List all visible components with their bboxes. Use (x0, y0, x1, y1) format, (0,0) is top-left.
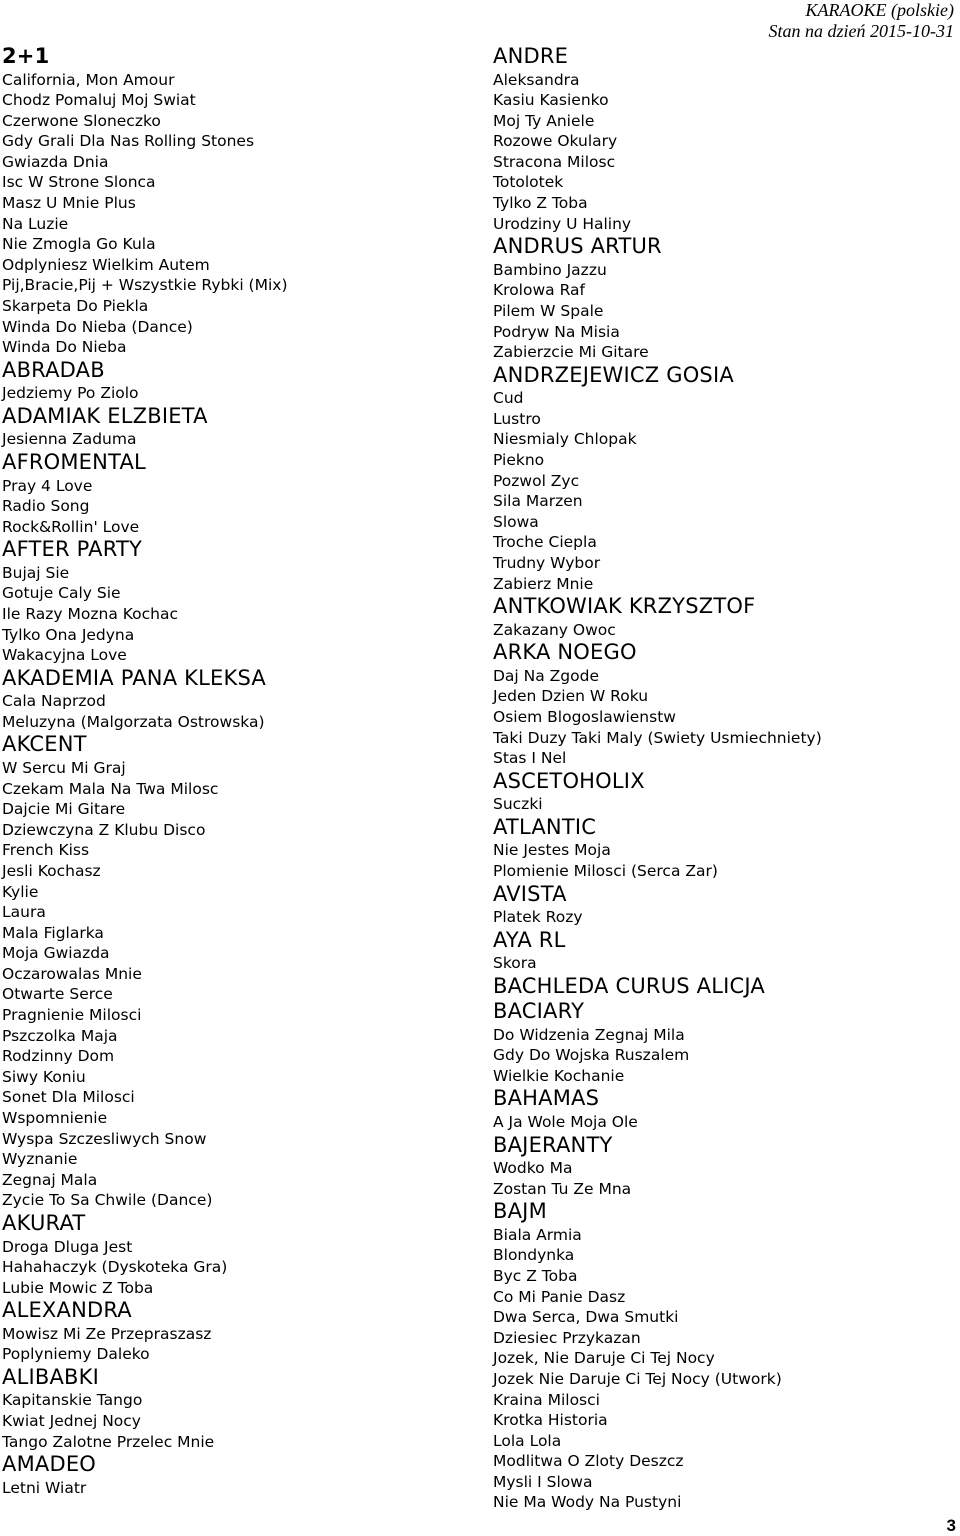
song-title: Blondynka (493, 1246, 575, 1265)
song-title: Skarpeta Do Piekla (2, 297, 149, 316)
song-title: Zabierzcie Mi Gitare (493, 343, 649, 362)
song-title: Letni Wiatr (2, 1478, 87, 1497)
song-title: Tango Zalotne Przelec Mnie (2, 1432, 215, 1451)
song-title: Suczki (493, 795, 543, 814)
song-title: Biala Armia (493, 1225, 582, 1244)
artist-heading: BAHAMAS (493, 1086, 600, 1111)
artist-heading: ANDRE (493, 44, 569, 68)
song-title: Cala Naprzod (2, 692, 106, 711)
page-header (769, 0, 954, 42)
song-title: Zabierz Mnie (493, 574, 594, 593)
song-title: A Ja Wole Moja Ole (493, 1112, 638, 1131)
song-title: Gdy Do Wojska Ruszalem (493, 1046, 690, 1065)
song-title: Isc W Strone Slonca (2, 173, 156, 192)
song-title: Gdy Grali Dla Nas Rolling Stones (2, 132, 255, 151)
song-title: Kwiat Jednej Nocy (2, 1412, 141, 1431)
song-title: Pszczolka Maja (2, 1026, 118, 1045)
song-title: Jozek, Nie Daruje Ci Tej Nocy (493, 1349, 715, 1368)
song-title: Modlitwa O Zloty Deszcz (493, 1452, 684, 1471)
song-title: Wyspa Szczesliwych Snow (2, 1129, 207, 1148)
song-title: Meluzyna (Malgorzata Ostrowska) (2, 712, 265, 731)
song-title: Totolotek (493, 173, 564, 192)
song-title: Winda Do Nieba (2, 338, 127, 357)
song-title: Jesienna Zaduma (2, 430, 137, 449)
left-column (2, 44, 472, 1498)
song-title: Wielkie Kochanie (493, 1066, 625, 1085)
song-title: Jesli Kochasz (2, 861, 101, 880)
song-title: Gotuje Caly Sie (2, 584, 121, 603)
song-title: Hahahaczyk (Dyskoteka Gra) (2, 1258, 228, 1277)
song-title: Krotka Historia (493, 1411, 608, 1430)
song-title: Sila Marzen (493, 492, 583, 511)
song-title: Czerwone Sloneczko (2, 111, 161, 130)
song-title: Plomienie Milosci (Serca Zar) (493, 861, 718, 880)
artist-heading: ARKA NOEGO (493, 640, 637, 665)
song-title: Piekno (493, 451, 545, 469)
artist-heading: BACIARY (493, 999, 585, 1024)
song-title: Dziesiec Przykazan (493, 1328, 641, 1347)
song-title: Daj Na Zgode (493, 666, 600, 685)
song-title: Zostan Tu Ze Mna (493, 1179, 632, 1198)
song-title: Siwy Koniu (2, 1067, 86, 1086)
song-title: Troche Ciepla (493, 533, 597, 552)
song-title: Wodko Ma (493, 1159, 573, 1178)
artist-heading: ANDRZEJEWICZ GOSIA (493, 362, 734, 387)
song-title: Pilem W Spale (493, 301, 604, 320)
artist-heading: ALIBABKI (2, 1364, 100, 1389)
song-title: Jedziemy Po Ziolo (2, 384, 139, 403)
song-title: Slowa (493, 512, 539, 531)
right-column (493, 44, 953, 1513)
artist-heading: 2+1 (2, 44, 50, 68)
song-title: Do Widzenia Zegnaj Mila (493, 1025, 685, 1044)
artist-heading: ALEXANDRA (2, 1298, 132, 1323)
song-title: Laura (2, 903, 46, 922)
song-title: Gwiazda Dnia (2, 152, 109, 171)
song-title: Rock&Rollin' Love (2, 517, 140, 536)
artist-heading: ANTKOWIAK KRZYSZTOF (493, 594, 756, 619)
artist-heading: AKCENT (2, 732, 87, 757)
song-title: Jozek Nie Daruje Ci Tej Nocy (Utwork) (493, 1369, 782, 1388)
artist-heading: AYA RL (493, 927, 566, 952)
song-title: Zycie To Sa Chwile (Dance) (2, 1191, 213, 1210)
song-title: Jeden Dzien W Roku (493, 687, 649, 706)
song-title: Wakacyjna Love (2, 646, 127, 665)
song-title: Chodz Pomaluj Moj Swiat (2, 91, 196, 110)
song-title: Kasiu Kasienko (493, 91, 609, 110)
song-title: Nie Zmogla Go Kula (2, 235, 156, 254)
song-title: Zegnaj Mala (2, 1170, 98, 1189)
song-title: Pozwol Zyc (493, 471, 580, 490)
song-title: Lubie Mowic Z Toba (2, 1278, 154, 1297)
song-title: Kylie (2, 882, 39, 901)
song-title: Wyznanie (2, 1150, 78, 1169)
song-title: Pray 4 Love (2, 476, 93, 495)
artist-heading: BACHLEDA CURUS ALICJA (493, 973, 765, 998)
song-title: Co Mi Panie Dasz (493, 1287, 626, 1306)
song-title: Niesmialy Chlopak (493, 430, 637, 449)
song-title: Dziewczyna Z Klubu Disco (2, 820, 206, 839)
song-title: Czekam Mala Na Twa Milosc (2, 779, 219, 798)
song-title: Nie Jestes Moja (493, 841, 611, 860)
song-title: Bujaj Sie (2, 563, 70, 582)
artist-heading: AVISTA (493, 881, 567, 906)
artist-heading: ANDRUS ARTUR (493, 234, 662, 259)
song-title: Kapitanskie Tango (2, 1391, 143, 1410)
song-title: Lustro (493, 409, 541, 428)
song-title: Sonet Dla Milosci (2, 1088, 135, 1107)
artist-heading: AMADEO (2, 1452, 97, 1477)
artist-heading: AFTER PARTY (2, 537, 143, 562)
song-title: Droga Dluga Jest (2, 1237, 133, 1256)
page-number: 3 (946, 1516, 956, 1535)
song-title: Nie Ma Wody Na Pustyni (493, 1493, 682, 1512)
song-title: Skora (493, 954, 537, 973)
song-title: Lola Lola (493, 1431, 562, 1450)
song-title: Winda Do Nieba (Dance) (2, 317, 193, 336)
song-title: French Kiss (2, 841, 90, 860)
song-title: Masz U Mnie Plus (2, 194, 136, 213)
song-title: Kraina Milosci (493, 1390, 600, 1409)
song-title: Mysli I Slowa (493, 1472, 593, 1491)
song-title: Urodziny U Haliny (493, 214, 632, 233)
artist-heading: AKURAT (2, 1211, 86, 1235)
song-title: Byc Z Toba (493, 1266, 578, 1285)
song-title: Mala Figlarka (2, 923, 104, 942)
artist-heading: ABRADAB (2, 357, 105, 382)
song-title: Zakazany Owoc (493, 620, 616, 639)
artist-heading: ADAMIAK ELZBIETA (2, 403, 208, 428)
song-title: Moja Gwiazda (2, 944, 110, 963)
song-title: Osiem Blogoslawienstw (493, 707, 676, 726)
song-title: Krolowa Raf (493, 281, 585, 300)
song-title: Radio Song (2, 497, 90, 516)
song-title: Rodzinny Dom (2, 1047, 115, 1066)
song-title: Dajcie Mi Gitare (2, 800, 126, 819)
song-title: Poplyniemy Daleko (2, 1345, 150, 1364)
song-title: Bambino Jazzu (493, 260, 607, 279)
song-title: Otwarte Serce (2, 985, 113, 1004)
song-title: Stas I Nel (493, 749, 567, 768)
song-title: Na Luzie (2, 214, 69, 233)
header-date: Stan na dzień 2015-10-31 (768, 21, 954, 41)
song-title: Podryw Na Misia (493, 322, 620, 341)
artist-heading: AFROMENTAL (2, 450, 146, 474)
song-title: California, Mon Amour (2, 70, 175, 89)
artist-heading: ASCETOHOLIX (493, 768, 645, 793)
song-title: Odplyniesz Wielkim Autem (2, 255, 210, 274)
artist-heading: BAJM (493, 1199, 547, 1224)
song-title: Tylko Z Toba (493, 194, 588, 213)
header-title: KARAOKE (polskie) (805, 0, 954, 20)
song-title: Mowisz Mi Ze Przepraszasz (2, 1324, 212, 1343)
song-title: Ile Razy Mozna Kochac (2, 604, 178, 623)
song-title: Pragnienie Milosci (2, 1006, 142, 1025)
artist-heading: ATLANTIC (493, 814, 597, 839)
song-title: Oczarowalas Mnie (2, 964, 142, 983)
song-title: Trudny Wybor (493, 553, 601, 572)
song-title: Aleksandra (493, 70, 580, 89)
song-title: Platek Rozy (493, 908, 583, 926)
song-title: Stracona Milosc (493, 152, 616, 171)
song-title: Tylko Ona Jedyna (2, 625, 135, 644)
song-title: Moj Ty Aniele (493, 111, 595, 130)
song-title: Taki Duzy Taki Maly (Swiety Usmiechniety) (493, 728, 822, 747)
song-title: Pij,Bracie,Pij + Wszystkie Rybki (Mix) (2, 276, 288, 295)
artist-heading: AKADEMIA PANA KLEKSA (2, 665, 266, 690)
artist-heading: BAJERANTY (493, 1132, 613, 1157)
song-title: Rozowe Okulary (493, 132, 618, 151)
song-title: W Sercu Mi Graj (2, 758, 126, 777)
song-title: Dwa Serca, Dwa Smutki (493, 1308, 679, 1327)
song-title: Cud (493, 389, 524, 408)
song-title: Wspomnienie (2, 1109, 108, 1128)
